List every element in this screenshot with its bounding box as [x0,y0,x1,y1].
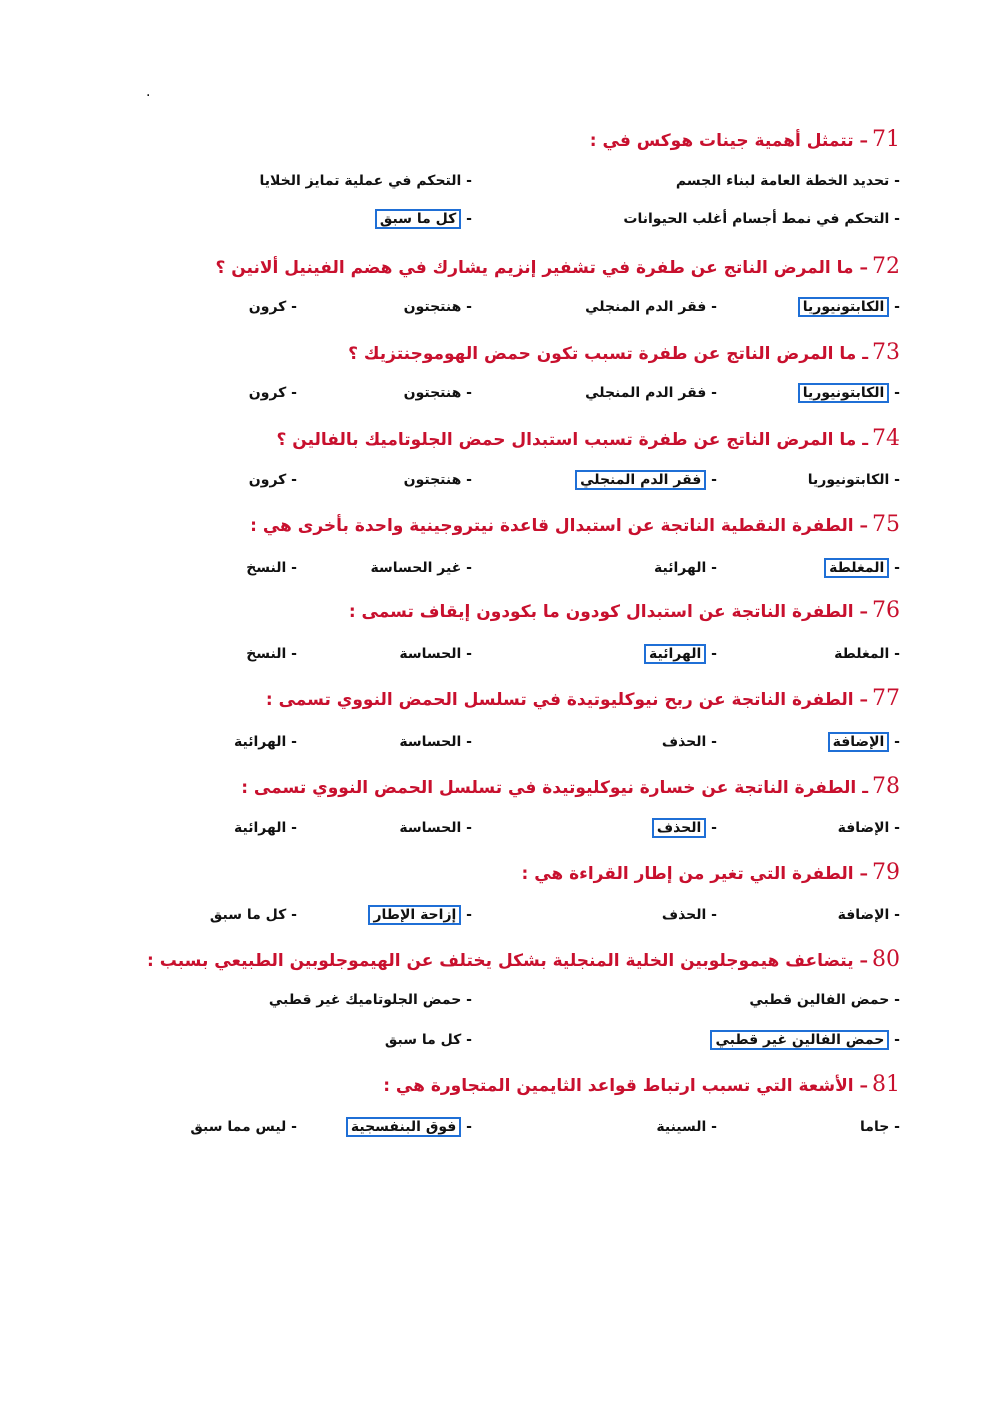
option-77-4[interactable]: - الهرائية [234,734,297,750]
question-76: 76– الطفرة الناتجة عن استبدال كودون ما بكودون إيقاف تسمى : [348,598,900,623]
option-81-1[interactable]: - جاما [860,1119,900,1135]
option-72-1[interactable]: - الكابتونيوريا [798,295,900,319]
option-79-1[interactable]: - الإضافة [837,907,900,923]
question-81: 81– الأشعة التي تسبب ارتباط قواعد الثايمين المتجاورة هي : [383,1072,900,1097]
option-77-2[interactable]: - الحذف [661,734,717,750]
option-75-4[interactable]: - النسخ [246,560,297,576]
question-79: 79– الطفرة التي تغير من إطار القراءة هي : [521,860,900,885]
question-75: 75– الطفرة النقطية الناتجة عن استبدال قاعدة نيتروجينية واحدة بأخرى هي : [250,512,900,537]
option-72-3[interactable]: - هنتجتون [403,299,472,315]
option-73-4[interactable]: - كرون [248,385,297,401]
question-text: تتمثل أهمية جينات هوكس في : [589,131,854,151]
answer-box: الكابتونيوريا [798,297,890,317]
option-78-2[interactable]: - الحذف [652,816,717,840]
option-77-1[interactable]: - الإضافة [828,730,900,754]
answer-box: فوق البنفسجية [346,1117,461,1137]
option-79-2[interactable]: - الحذف [661,907,717,923]
option-81-4[interactable]: - ليس مما سبق [190,1119,297,1135]
option-71-3[interactable]: - التحكم في نمط أجسام أغلب الحيوانات [623,211,900,227]
answer-box: إزاحة الإطار [368,905,461,925]
option-80-3[interactable]: - حمض الفالين غير قطبي [710,1028,900,1052]
option-76-1[interactable]: - المغلطة [834,646,900,662]
option-80-4[interactable]: - كل ما سبق [384,1032,472,1048]
option-74-4[interactable]: - كرون [248,472,297,488]
option-79-4[interactable]: - كل ما سبق [209,907,297,923]
question-72: 72– ما المرض الناتج عن طفرة في تشفير إنزيم يشارك في هضم الفينيل ألانين ؟ [215,254,900,279]
option-80-2[interactable]: - حمض الجلوتاميك غير قطبي [268,992,472,1008]
option-74-2[interactable]: - فقر الدم المنجلي [575,468,717,492]
option-73-1[interactable]: - الكابتونيوريا [798,381,900,405]
question-number: 71 [872,127,900,152]
option-76-3[interactable]: - الحساسة [399,646,472,662]
answer-box: الهرائية [644,644,706,664]
answer-box: كل ما سبق [375,209,461,229]
answer-box: الحذف [652,818,707,838]
page-dot: . [146,84,151,100]
option-72-4[interactable]: - كرون [248,299,297,315]
option-78-1[interactable]: - الإضافة [837,820,900,836]
question-78: 78ـ الطفرة الناتجة عن خسارة نيوكليوتيدة في تسلسل الحمض النووي تسمى : [241,774,900,799]
option-81-3[interactable]: - فوق البنفسجية [346,1115,472,1139]
option-71-4[interactable]: - كل ما سبق [375,207,472,231]
option-76-4[interactable]: - النسخ [246,646,297,662]
question-80: 80– يتضاعف هيموجلوبين الخلية المنجلية بشكل يختلف عن الهيموجلوبين الطبيعي بسبب : [147,947,900,972]
answer-box: الإضافة [828,732,890,752]
answer-box: المغلطة [824,558,889,578]
question-71: 71– تتمثل أهمية جينات هوكس في : [589,127,900,152]
option-75-1[interactable]: - المغلطة [824,556,900,580]
answer-box: حمض الفالين غير قطبي [710,1030,889,1050]
option-71-2[interactable]: - التحكم في عملية تمايز الخلايا [259,173,472,189]
option-76-2[interactable]: - الهرائية [644,642,717,666]
option-75-3[interactable]: - غير الحساسة [370,560,472,576]
option-78-4[interactable]: - الهرائية [234,820,297,836]
option-72-2[interactable]: - فقر الدم المنجلي [585,299,717,315]
answer-box: فقر الدم المنجلي [575,470,706,490]
option-79-3[interactable]: - إزاحة الإطار [368,903,472,927]
option-80-1[interactable]: - حمض الفالين قطبي [749,992,900,1008]
question-77: 77– الطفرة الناتجة عن ربح نيوكليوتيدة في تسلسل الحمض النووي تسمى : [265,686,900,711]
option-74-3[interactable]: - هنتجتون [403,472,472,488]
answer-box: الكابتونيوريا [798,383,890,403]
option-75-2[interactable]: - الهرائية [654,560,717,576]
option-77-3[interactable]: - الحساسة [399,734,472,750]
option-81-2[interactable]: - السينية [656,1119,717,1135]
option-74-1[interactable]: - الكابتونيوريا [807,472,900,488]
question-74: 74ـ ما المرض الناتج عن طفرة تسبب استبدال حمض الجلوتاميك بالفالين ؟ [276,426,900,451]
option-78-3[interactable]: - الحساسة [399,820,472,836]
option-71-1[interactable]: - تحديد الخطة العامة لبناء الجسم [675,173,900,189]
option-73-3[interactable]: - هنتجتون [403,385,472,401]
question-73: 73ـ ما المرض الناتج عن طفرة تسبب تكون حمض الهوموجنتزيك ؟ [348,340,900,365]
option-73-2[interactable]: - فقر الدم المنجلي [585,385,717,401]
